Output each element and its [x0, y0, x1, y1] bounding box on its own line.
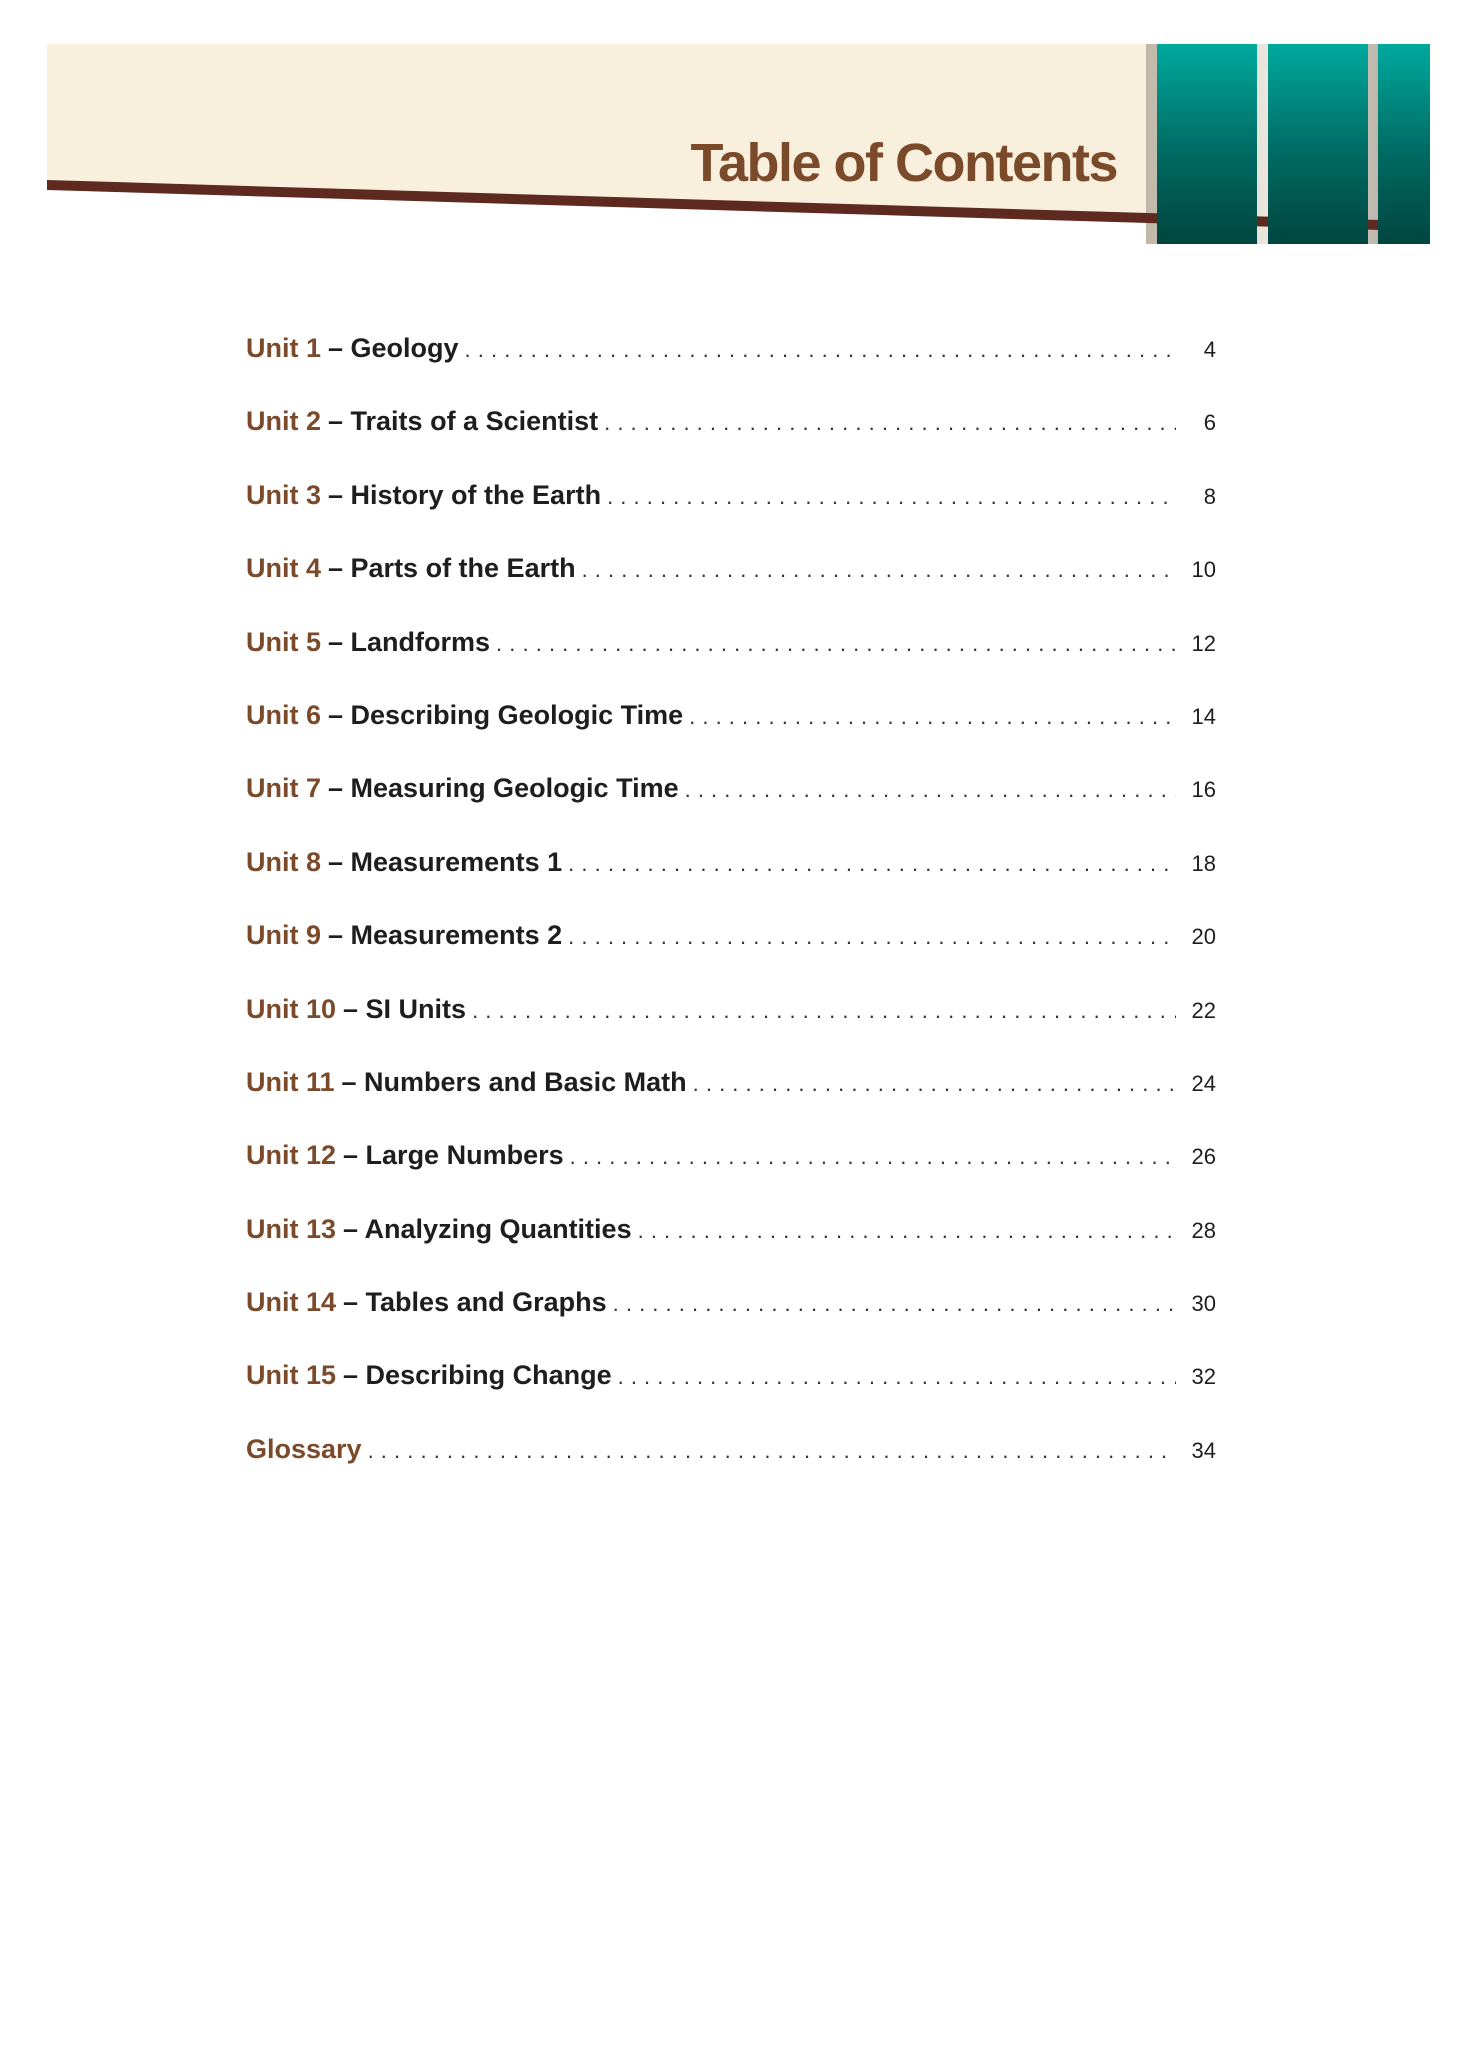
toc-unit-title: – Describing Geologic Time — [328, 699, 684, 730]
toc-page-number: 28 — [1191, 1217, 1216, 1243]
page-title: Table of Contents — [690, 133, 1117, 193]
toc-entry[interactable] — [246, 1413, 1216, 1486]
page-header — [0, 0, 1477, 260]
toc-unit-label: Unit 3 — [246, 479, 322, 510]
toc-page-number: 24 — [1191, 1070, 1216, 1096]
toc-unit-label: Glossary — [246, 1433, 362, 1464]
toc-page-number: 4 — [1203, 337, 1216, 362]
toc-entry[interactable] — [246, 1119, 1216, 1192]
toc-page-number: 18 — [1191, 850, 1216, 876]
toc-dot-leader — [689, 680, 1176, 753]
toc-dot-leader — [607, 460, 1176, 533]
toc-dot-leader — [685, 753, 1176, 826]
toc-entry[interactable] — [246, 459, 1216, 532]
toc-unit-label: Unit 15 — [246, 1360, 337, 1391]
teal-bar-1 — [1157, 44, 1257, 244]
toc-entry[interactable] — [246, 826, 1216, 899]
toc-unit-label: Unit 11 — [246, 1066, 335, 1097]
toc-dot-leader — [604, 386, 1176, 459]
toc-unit-title: – Parts of the Earth — [328, 553, 576, 584]
toc-unit-label: Unit 6 — [246, 699, 322, 730]
toc-entry[interactable] — [246, 679, 1216, 752]
toc-entry[interactable] — [246, 1339, 1216, 1412]
toc-entry[interactable] — [246, 1193, 1216, 1266]
toc-page-number: 14 — [1191, 703, 1216, 729]
toc-dot-leader — [465, 313, 1176, 386]
toc-dot-leader — [570, 1120, 1176, 1193]
toc-entry[interactable] — [246, 752, 1216, 825]
table-of-contents — [246, 312, 1216, 1486]
toc-entry[interactable] — [246, 973, 1216, 1046]
toc-dot-leader — [638, 1194, 1176, 1267]
toc-dot-leader — [496, 607, 1176, 680]
toc-dot-leader — [613, 1267, 1176, 1340]
toc-entry[interactable] — [246, 899, 1216, 972]
toc-page-number: 26 — [1191, 1144, 1216, 1170]
toc-page-number: 20 — [1191, 924, 1216, 950]
toc-unit-title: – Measuring Geologic Time — [328, 773, 679, 804]
toc-page-number: 16 — [1191, 777, 1216, 803]
toc-unit-title: – Numbers and Basic Math — [341, 1066, 687, 1097]
toc-unit-label: Unit 14 — [246, 1287, 337, 1318]
toc-unit-title: – Landforms — [328, 626, 491, 657]
toc-page-number: 34 — [1191, 1437, 1216, 1463]
toc-unit-title: – Traits of a Scientist — [328, 406, 599, 437]
toc-dot-leader — [472, 974, 1176, 1047]
toc-page-number: 32 — [1191, 1364, 1216, 1390]
toc-unit-label: Unit 10 — [246, 993, 337, 1024]
toc-dot-leader — [693, 1047, 1176, 1120]
toc-entry[interactable] — [246, 1266, 1216, 1339]
toc-unit-title: – Describing Change — [343, 1360, 612, 1391]
toc-unit-label: Unit 7 — [246, 773, 322, 804]
toc-unit-label: Unit 4 — [246, 553, 322, 584]
toc-page-number: 10 — [1191, 557, 1216, 583]
teal-bar-3 — [1378, 44, 1430, 244]
toc-unit-title: – Measurements 1 — [328, 846, 563, 877]
toc-page-number: 12 — [1191, 630, 1216, 656]
toc-dot-leader — [618, 1340, 1176, 1413]
teal-bar-2 — [1268, 44, 1368, 244]
toc-entry[interactable] — [246, 532, 1216, 605]
toc-page-number: 30 — [1191, 1291, 1216, 1317]
toc-dot-leader — [568, 900, 1176, 973]
toc-unit-label: Unit 13 — [246, 1213, 337, 1244]
toc-dot-leader — [568, 827, 1176, 900]
toc-dot-leader — [368, 1414, 1176, 1487]
toc-unit-label: Unit 2 — [246, 406, 322, 437]
toc-unit-title: – Measurements 2 — [328, 920, 563, 951]
toc-page-number: 22 — [1191, 997, 1216, 1023]
toc-unit-title: – Large Numbers — [343, 1140, 564, 1171]
toc-page-number: 6 — [1203, 410, 1216, 436]
toc-unit-title: – Analyzing Quantities — [343, 1213, 632, 1244]
toc-entry[interactable] — [246, 1046, 1216, 1119]
toc-unit-label: Unit 1 — [246, 333, 322, 363]
toc-entry[interactable] — [246, 312, 1216, 385]
toc-unit-label: Unit 8 — [246, 846, 322, 877]
toc-unit-title: – Tables and Graphs — [343, 1287, 607, 1318]
toc-unit-title: – History of the Earth — [328, 479, 602, 510]
toc-entry[interactable] — [246, 606, 1216, 679]
toc-dot-leader — [582, 533, 1176, 606]
toc-unit-title: – SI Units — [343, 993, 467, 1024]
toc-unit-label: Unit 9 — [246, 920, 322, 951]
toc-unit-label: Unit 12 — [246, 1140, 337, 1171]
toc-page-number: 8 — [1203, 483, 1216, 509]
header-banner-graphic — [0, 0, 1477, 260]
toc-unit-title: – Geology — [328, 333, 459, 363]
toc-entry[interactable] — [246, 385, 1216, 458]
toc-unit-label: Unit 5 — [246, 626, 322, 657]
